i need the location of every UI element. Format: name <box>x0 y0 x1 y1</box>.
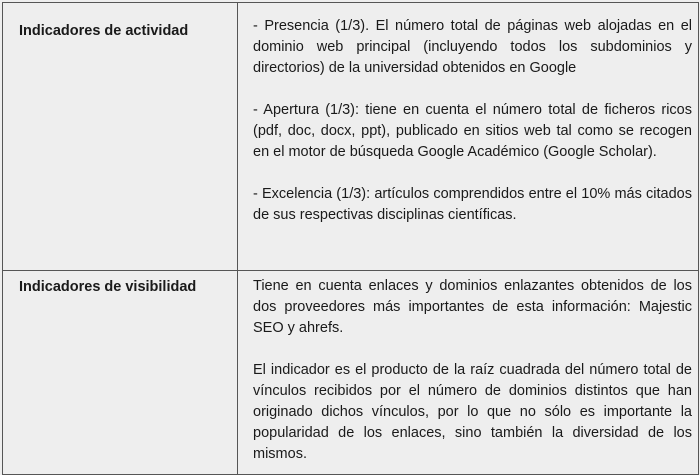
table-row-actividad <box>3 3 699 271</box>
excelencia-paragraph: - Excelencia (1/3): artículos comprendidos entre el 10% más citados de sus respectivas disciplinas científicas. <box>253 186 692 223</box>
row-label-actividad: Indicadores de actividad <box>3 3 238 271</box>
row-content-visibilidad <box>238 271 699 475</box>
row-content-actividad <box>238 3 699 271</box>
row-label-visibilidad: Indicadores de visibilidad <box>3 271 238 475</box>
indicador-paragraph: El indicador es el producto de la raíz cuadrada del número total de vínculos recibidos por el número de dominios distintos que han originado dichos vínculos, por lo que no sólo es importante la popularidad de los enlaces, sino también la diversidad de los mismos. <box>253 362 692 462</box>
enlaces-paragraph: Tiene en cuenta enlaces y dominios enlazantes obtenidos de los dos proveedores más importantes de esta información: Majestic SEO y ahrefs. <box>253 278 692 336</box>
table-row-visibilidad <box>3 271 699 475</box>
apertura-paragraph: - Apertura (1/3): tiene en cuenta el número total de ficheros ricos (pdf, doc, docx, ppt), publicado en sitios web tal como se recogen en el motor de búsqueda Google Académico (Google Scholar). <box>253 102 692 160</box>
indicators-table <box>2 2 699 475</box>
presencia-paragraph: - Presencia (1/3). El número total de páginas web alojadas en el dominio web principal (incluyendo todos los subdominios y directorios) de la universidad obtenidos en Google <box>253 18 692 76</box>
